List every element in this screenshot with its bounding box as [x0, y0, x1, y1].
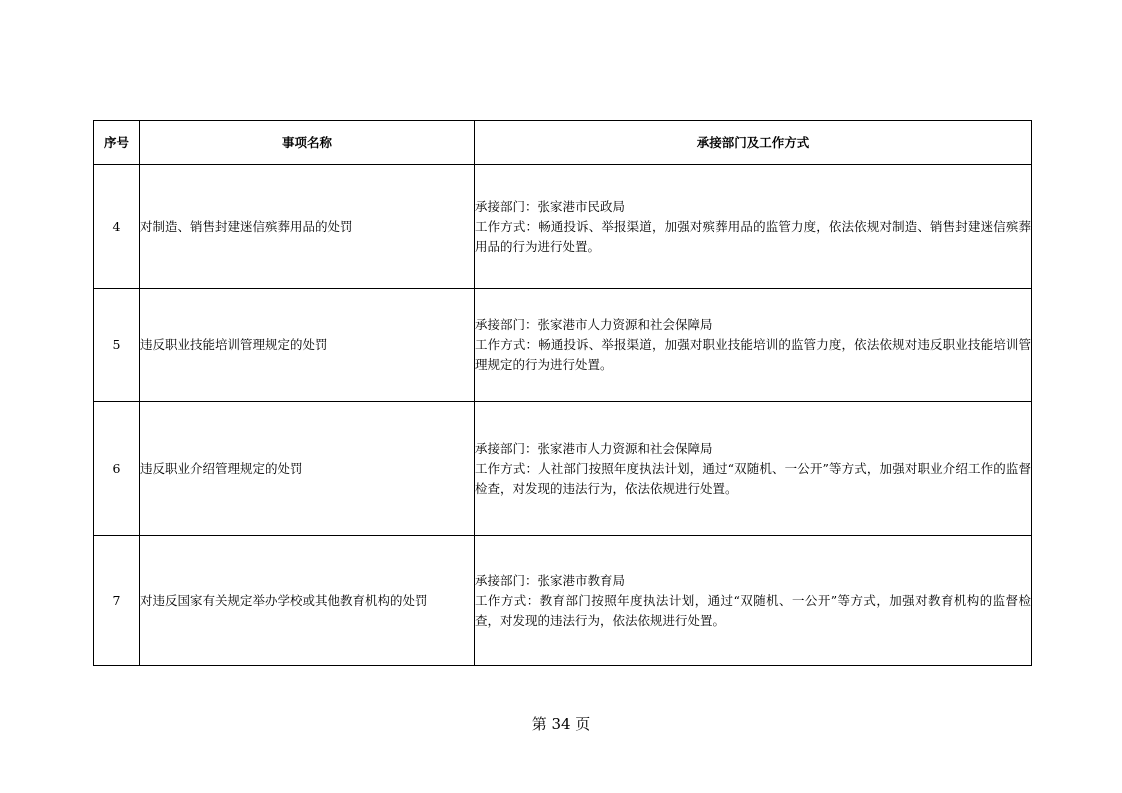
table-row	[94, 536, 1032, 666]
header-item-name: 事项名称	[140, 121, 475, 165]
page-number: 第 34 页	[531, 715, 591, 733]
row-work-method: 工作方式：畅通投诉、举报渠道，加强对殡葬用品的监管力度，依法依规对制造、销售封建迷信殡葬用品的行为进行处置。	[475, 218, 1031, 254]
row-dept-method	[475, 165, 1032, 289]
row-dept-method	[475, 289, 1032, 402]
row-index: 6	[94, 402, 140, 536]
row-dept-line: 承接部门：张家港市人力资源和社会保障局	[475, 440, 713, 456]
table-row	[94, 165, 1032, 289]
row-work-method: 工作方式：畅通投诉、举报渠道，加强对职业技能培训的监管力度，依法依规对违反职业技能培训管理规定的行为进行处置。	[475, 337, 1031, 372]
table-header-row	[94, 121, 1032, 165]
row-work-method: 工作方式：人社部门按照年度执法计划，通过“双随机、一公开”等方式，加强对职业介绍工作的监督检查，对发现的违法行为，依法依规进行处置。	[475, 460, 1031, 496]
row-work-method: 工作方式：教育部门按照年度执法计划，通过“双随机、一公开”等方式，加强对教育机构的监督检查，对发现的违法行为，依法依规进行处置。	[475, 592, 1031, 628]
row-index: 7	[94, 536, 140, 666]
row-index: 4	[94, 165, 140, 289]
row-dept-line: 承接部门：张家港市民政局	[475, 198, 626, 214]
header-dept-method: 承接部门及工作方式	[475, 121, 1032, 165]
row-dept-line: 承接部门：张家港市人力资源和社会保障局	[475, 317, 713, 332]
row-dept-method	[475, 536, 1032, 666]
row-item-name: 违反职业技能培训管理规定的处罚	[140, 289, 475, 402]
row-item-name: 对制造、销售封建迷信殡葬用品的处罚	[140, 165, 475, 289]
header-index: 序号	[94, 121, 140, 165]
table-row	[94, 402, 1032, 536]
table-row	[94, 289, 1032, 402]
row-item-name: 违反职业介绍管理规定的处罚	[140, 402, 475, 536]
row-dept-line: 承接部门：张家港市教育局	[475, 572, 626, 588]
matters-table	[93, 120, 1032, 666]
row-item-name: 对违反国家有关规定举办学校或其他教育机构的处罚	[140, 536, 475, 666]
row-index: 5	[94, 289, 140, 402]
row-dept-method	[475, 402, 1032, 536]
